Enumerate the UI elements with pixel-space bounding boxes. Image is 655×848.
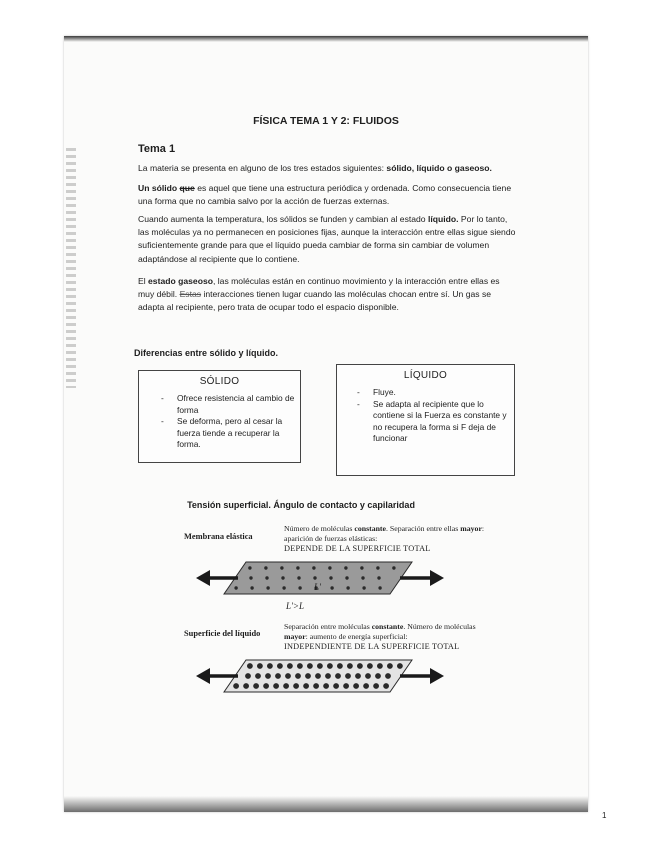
paragraph-text: interacciones tienen lugar cuando las moléculas chocan entre sí. Un gas se adapta al recipiente, pero trata de ocupar todo el espacio disponible. <box>138 289 492 313</box>
molecule-dot <box>333 683 339 689</box>
molecule-dot <box>387 663 393 669</box>
molecule-dot <box>325 673 331 679</box>
molecule-dot <box>335 673 341 679</box>
molecule-dot <box>263 683 269 689</box>
molecule-dot <box>280 566 283 569</box>
desc-text: : aparición de fuerzas elásticas: <box>284 524 485 543</box>
list-dash: - <box>357 398 360 409</box>
liquid-list <box>337 387 514 445</box>
section-heading: Tema 1 <box>138 143 176 155</box>
desc-text: . Número de moléculas <box>403 622 476 631</box>
molecule-dot <box>275 673 281 679</box>
paragraph-bold: estado gaseoso <box>148 276 213 286</box>
molecule-dot <box>293 683 299 689</box>
molecule-dot <box>397 663 403 669</box>
page-number: 1 <box>602 811 607 820</box>
desc-bold: mayor <box>284 632 306 641</box>
molecule-dot <box>287 663 293 669</box>
molecule-dot <box>313 576 316 579</box>
paper-top-edge <box>64 36 588 42</box>
molecule-dot <box>315 673 321 679</box>
desc-bold: constante <box>354 524 386 533</box>
membrana-description <box>284 524 499 554</box>
list-dash: - <box>161 393 164 403</box>
document-page <box>64 36 607 820</box>
desc-text: Número de moléculas <box>284 524 355 533</box>
margin-notes <box>66 148 76 388</box>
molecule-dot <box>297 663 303 669</box>
paragraph-text: La materia se presenta en alguno de los tres estados siguientes: <box>138 163 387 173</box>
molecule-dot <box>392 566 395 569</box>
paragraph-text: , las moléculas están en continuo movimiento y la interacción entre ellas es muy débil. <box>138 276 500 300</box>
molecule-dot <box>265 576 268 579</box>
molecule-dot <box>357 663 363 669</box>
molecule-dot <box>373 683 379 689</box>
liquid-list-item <box>337 399 514 445</box>
molecule-dot <box>344 566 347 569</box>
molecule-dot <box>377 576 380 579</box>
molecule-dot <box>297 576 300 579</box>
molecule-dot <box>317 663 323 669</box>
molecule-dot <box>346 586 349 589</box>
liquid-box <box>336 364 515 476</box>
molecule-dot <box>343 683 349 689</box>
desc-caps: DEPENDE DE LA SUPERFICIE TOTAL <box>284 544 431 553</box>
molecule-dot <box>234 586 237 589</box>
molecule-dot <box>353 683 359 689</box>
list-item-text: Ofrece resistencia al cambio de forma <box>177 393 295 415</box>
right-arrowhead <box>430 570 444 586</box>
molecule-dot <box>281 576 284 579</box>
paragraph-solid <box>138 182 516 208</box>
molecule-dot <box>295 673 301 679</box>
tension-title: Tensión superficial. Ángulo de contacto y capilaridad <box>187 500 415 510</box>
paragraph-text: El <box>138 276 149 286</box>
molecule-dot <box>355 673 361 679</box>
molecule-dot <box>273 683 279 689</box>
molecule-dot <box>277 663 283 669</box>
paragraph-text: Por lo tanto, las moléculas ya no permanecen en posiciones fijas, aunque la interacción entre ellas sigue siendo suficientemente grande para que el líquido pueda cambiar de forma sin cambiar de volumen adaptándose al recipiente que lo contiene. <box>138 214 516 264</box>
molecule-dot <box>249 576 252 579</box>
molecule-dot <box>248 566 251 569</box>
molecule-dot <box>312 566 315 569</box>
molecule-dot <box>257 663 263 669</box>
molecule-dot <box>266 586 269 589</box>
struck-word: que <box>179 183 195 193</box>
molecule-dot <box>298 586 301 589</box>
molecule-dot <box>265 673 271 679</box>
paragraph-text: Cuando aumenta la temperatura, los sólidos se funden y cambian al estado <box>138 214 428 224</box>
molecule-dot <box>330 586 333 589</box>
paragraph-bold: Un sólido <box>138 183 178 193</box>
molecule-dot <box>365 673 371 679</box>
molecule-dot <box>360 566 363 569</box>
membrana-l-label: L' <box>314 582 321 592</box>
molecule-dot <box>245 673 251 679</box>
molecule-dot <box>376 566 379 569</box>
molecule-dot <box>345 673 351 679</box>
molecule-dot <box>323 683 329 689</box>
l-relation: L'>L <box>286 601 305 611</box>
differences-title: Diferencias entre sólido y líquido. <box>134 348 279 358</box>
paragraph-bold: sólido, líquido o gaseoso. <box>386 163 492 173</box>
superficie-dots <box>233 663 403 689</box>
molecule-dot <box>253 683 259 689</box>
molecule-dot <box>327 663 333 669</box>
molecule-dot <box>362 586 365 589</box>
molecule-dot <box>282 586 285 589</box>
molecule-dot <box>378 586 381 589</box>
desc-caps: INDEPENDIENTE DE LA SUPERFICIE TOTAL <box>284 642 460 651</box>
molecule-dot <box>243 683 249 689</box>
molecule-dot <box>247 663 253 669</box>
molecule-dot <box>329 576 332 579</box>
molecule-dot <box>347 663 353 669</box>
molecule-dot <box>255 673 261 679</box>
solid-list-item <box>139 416 300 451</box>
molecule-dot <box>345 576 348 579</box>
molecule-dot <box>233 683 239 689</box>
molecule-dot <box>283 683 289 689</box>
molecule-dot <box>383 683 389 689</box>
list-item-text: Se deforma, pero al cesar la fuerza tiende a recuperar la forma. <box>177 416 283 449</box>
superficie-label: Superficie del líquido <box>184 629 261 638</box>
membrana-label: Membrana elástica <box>184 532 253 541</box>
solid-list <box>139 393 300 451</box>
paragraph-states <box>138 162 516 175</box>
superficie-diagram <box>194 656 444 704</box>
molecule-dot <box>361 576 364 579</box>
molecule-dot <box>305 673 311 679</box>
crossed-word: Estas <box>179 289 202 300</box>
molecule-dot <box>296 566 299 569</box>
list-dash: - <box>161 416 164 426</box>
desc-text: : aumento de energía superficial: <box>305 632 408 641</box>
molecule-dot <box>363 683 369 689</box>
desc-bold: constante <box>371 622 404 631</box>
membrana-diagram <box>194 558 444 606</box>
molecule-dot <box>367 663 373 669</box>
molecule-dot <box>313 683 319 689</box>
left-arrowhead <box>196 570 210 586</box>
solid-list-item <box>139 393 300 416</box>
paragraph-liquid <box>138 213 516 266</box>
superficie-description <box>284 622 499 652</box>
molecule-dot <box>285 673 291 679</box>
list-item-text: Fluye. <box>373 387 396 397</box>
molecule-dot <box>375 673 381 679</box>
desc-bold: mayor <box>460 524 482 533</box>
molecule-dot <box>385 673 391 679</box>
solid-box-title: SÓLIDO <box>199 376 240 387</box>
molecule-dot <box>264 566 267 569</box>
desc-text: Separación entre moléculas <box>284 622 372 631</box>
molecule-dot <box>267 663 273 669</box>
paragraph-text: es aquel que tiene una estructura periódica y ordenada. Como consecuencia tiene una forma que no cambia salvo por la acción de fuerzas externas. <box>138 183 512 207</box>
liquid-list-item <box>337 387 514 399</box>
molecule-dot <box>337 663 343 669</box>
solid-box <box>138 370 301 463</box>
liquid-box-title: LÍQUIDO <box>403 370 448 381</box>
paper-bottom-edge <box>64 796 588 812</box>
list-dash: - <box>357 387 360 397</box>
paragraph-gas <box>138 275 516 315</box>
left-arrowhead <box>196 668 210 684</box>
list-item-text: Se adapta al recipiente que lo contiene si la Fuerza es constante y no recupera la forma si F deja de funcionar <box>373 398 507 443</box>
right-arrowhead <box>430 668 444 684</box>
paragraph-bold: líquido. <box>427 214 459 224</box>
molecule-dot <box>377 663 383 669</box>
molecule-dot <box>250 586 253 589</box>
document-title: FÍSICA TEMA 1 Y 2: FLUIDOS <box>253 115 399 127</box>
molecule-dot <box>307 663 313 669</box>
molecule-dot <box>303 683 309 689</box>
molecule-dot <box>328 566 331 569</box>
desc-text: . Separación entre ellas <box>386 524 461 533</box>
